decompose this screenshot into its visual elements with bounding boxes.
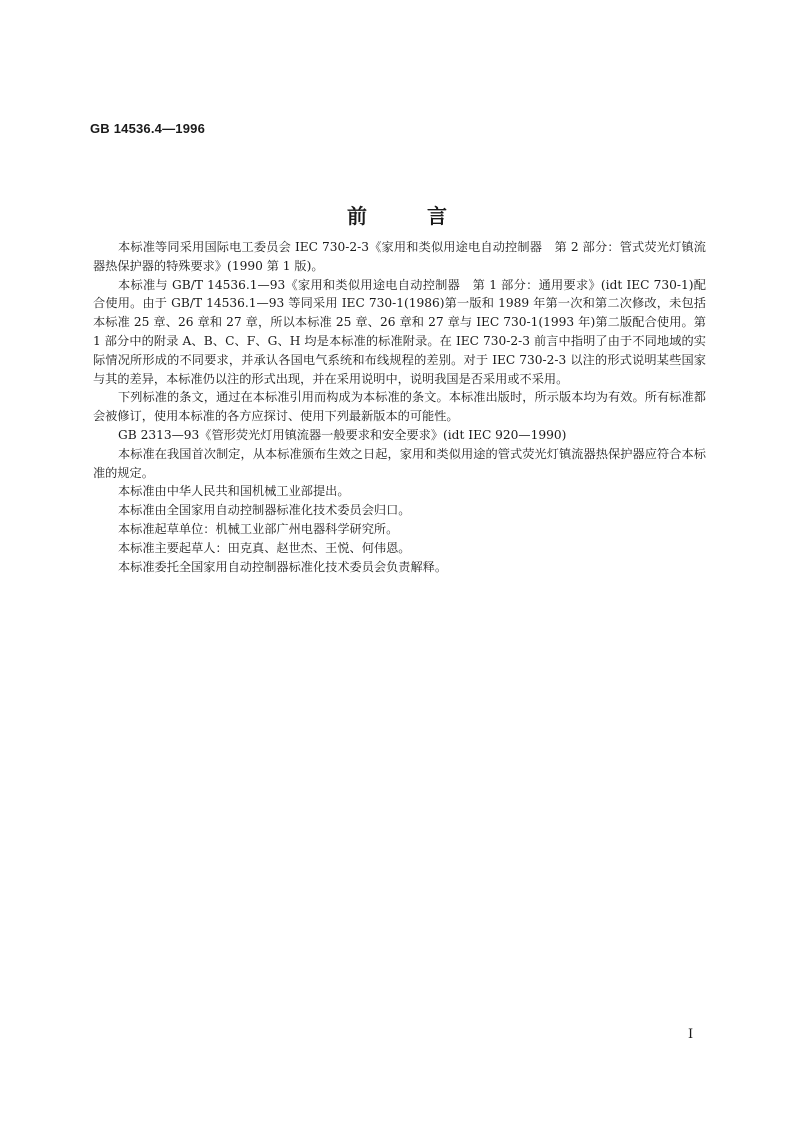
paragraph-reference-standard: GB 2313—93《管形荧光灯用镇流器一般要求和安全要求》(idt IEC 920—1990)	[118, 427, 567, 442]
paragraph-first-formulation: 本标准在我国首次制定，从本标准颁布生效之日起，家用和类似用途的管式荧光灯镇流器热保护器应符合本标准的规定。	[93, 446, 706, 480]
paragraph-proposer: 本标准由中华人民共和国机械工业部提出。	[118, 484, 350, 499]
paragraph-references: 下列标准的条文，通过在本标准引用而构成为本标准的条文。本标准出版时，所示版本均为有效。所有标准都会被修订，使用本标准的各方应探讨、使用下列最新版本的可能性。	[93, 390, 706, 424]
paragraph-drafting-unit: 本标准起草单位：机械工业部广州电器科学研究所。	[118, 521, 399, 536]
paragraph-adoption: 本标准等同采用国际电工委员会 IEC 730-2-3《家用和类似用途电自动控制器 第 2 部分：管式荧光灯镇流器热保护器的特殊要求》(1990 第 1 版)。	[93, 240, 706, 273]
title-char-1: 前	[347, 204, 367, 228]
standard-code: GB 14536.4—1996	[90, 121, 206, 136]
page-title	[0, 200, 794, 229]
page-number: I	[688, 1027, 694, 1042]
title-char-2: 言	[427, 204, 447, 228]
paragraph-management: 本标准由全国家用自动控制器标准化技术委员会归口。	[118, 503, 411, 518]
foreword-body	[93, 238, 706, 576]
paragraph-interpretation: 本标准委托全国家用自动控制器标准化技术委员会负责解释。	[118, 559, 448, 574]
paragraph-drafters: 本标准主要起草人：田克真、赵世杰、王悦、何伟恩。	[118, 540, 411, 555]
paragraph-usage: 本标准与 GB/T 14536.1—93《家用和类似用途电自动控制器 第 1 部分：通用要求》(idt IEC 730-1)配合使用。由于 GB/T 14536.1—93 等同采用 IEC 730-1(1986)第一版和 1989 年第一次和第二次修改，未包括本标准 25 章、26 章和 27 章，所以本标准 25 章、26 章和 27 章与 IEC 730-1(1993 年)第二版配合使用。第 1 部分中的附录 A、B、C、F、G、H 均是本标准的标准附录。在 IEC 730-2-3 前言中指明了由于不同地域的实际情况所形成的不同要求，并承认各国电气系统和布线规程的差别。对于 IEC 730-2-3 以注的形式说明某些国家与其的差异，本标准仍以注的形式出现，并在采用说明中，说明我国是否采用或不采用。	[93, 277, 706, 386]
